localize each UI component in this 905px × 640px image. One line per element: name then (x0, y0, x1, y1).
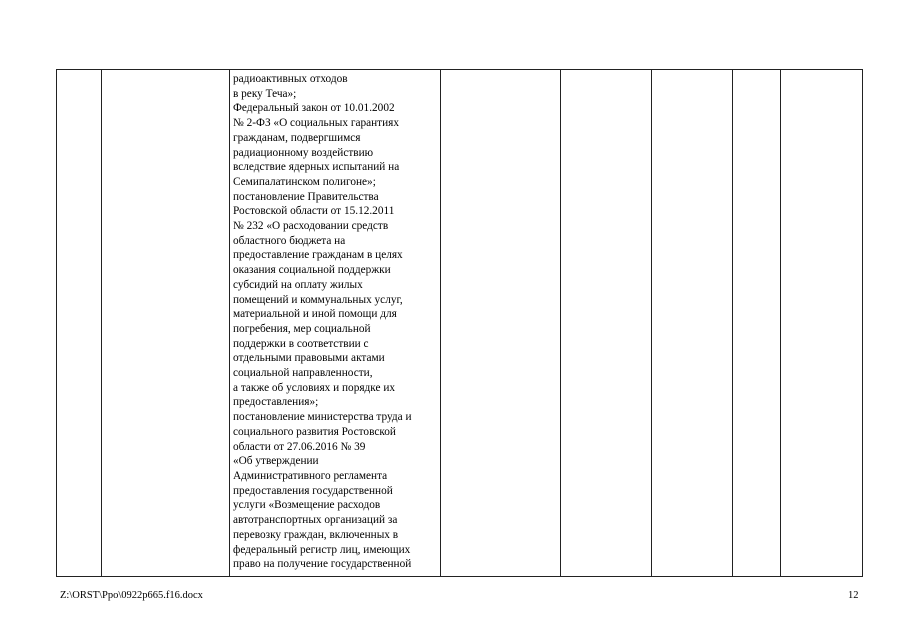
text-line: предоставления государственной (233, 484, 393, 497)
text-line: постановление Правительства (233, 190, 379, 203)
text-line: перевозку граждан, включенных в (233, 528, 399, 541)
text-line: материальной и иной помощи для (233, 308, 397, 321)
text-line: радиоактивных отходов (233, 73, 348, 85)
text-line: социальной направленности, (233, 367, 373, 380)
text-line: автотранспортных организаций за (233, 514, 398, 527)
table-cell-6 (652, 70, 733, 577)
text-line: гражданам, подвергшимся (233, 131, 361, 144)
text-line: отдельными правовыми актами (233, 352, 385, 365)
table-row (57, 70, 863, 577)
text-line: а также об условиях и порядке их (233, 381, 396, 394)
text-line: субсидий на оплату жилых (233, 278, 363, 291)
text-line: областного бюджета на (233, 234, 346, 247)
table-cell-7 (733, 70, 781, 577)
footer-page-number: 12 (848, 590, 859, 601)
text-line: право на получение государственной (233, 558, 412, 571)
footer-file-path: Z:\ORST\Ppo\0922p665.f16.docx (60, 590, 203, 601)
text-line: федеральный регистр лиц, имеющих (233, 543, 411, 556)
table-cell-number (57, 70, 102, 577)
document-table (56, 69, 863, 577)
text-line: «Об утверждении (233, 455, 319, 468)
table-cell-5 (561, 70, 652, 577)
text-line: радиационному воздействию (233, 146, 374, 159)
text-line: в реку Теча»; (233, 87, 297, 100)
text-line: предоставление гражданам в целях (233, 249, 403, 262)
text-line: № 2-ФЗ «О социальных гарантиях (233, 117, 400, 130)
text-line: постановление министерства труда и (233, 411, 412, 424)
text-line: предоставления»; (233, 396, 319, 409)
table-cell-name (102, 70, 230, 577)
text-line: поддержки в соответствии с (233, 337, 369, 350)
legal-basis-text (233, 72, 438, 572)
table-cell-legal-basis (230, 70, 441, 577)
text-line: Федеральный закон от 10.01.2002 (233, 102, 395, 115)
text-line: области от 27.06.2016 № 39 (233, 440, 366, 453)
text-line: социального развития Ростовской (233, 425, 396, 438)
text-line: оказания социальной поддержки (233, 264, 391, 277)
text-line: Семипалатинском полигоне»; (233, 175, 376, 188)
text-line: помещений и коммунальных услуг, (233, 293, 403, 306)
table-cell-8 (781, 70, 863, 577)
table-cell-4 (441, 70, 561, 577)
text-line: вследствие ядерных испытаний на (233, 161, 400, 174)
text-line: погребения, мер социальной (233, 322, 371, 335)
text-line: № 232 «О расходовании средств (233, 220, 389, 233)
text-line: услуги «Возмещение расходов (233, 499, 381, 512)
text-line: Административного регламента (233, 469, 388, 482)
text-line: Ростовской области от 15.12.2011 (233, 205, 395, 218)
